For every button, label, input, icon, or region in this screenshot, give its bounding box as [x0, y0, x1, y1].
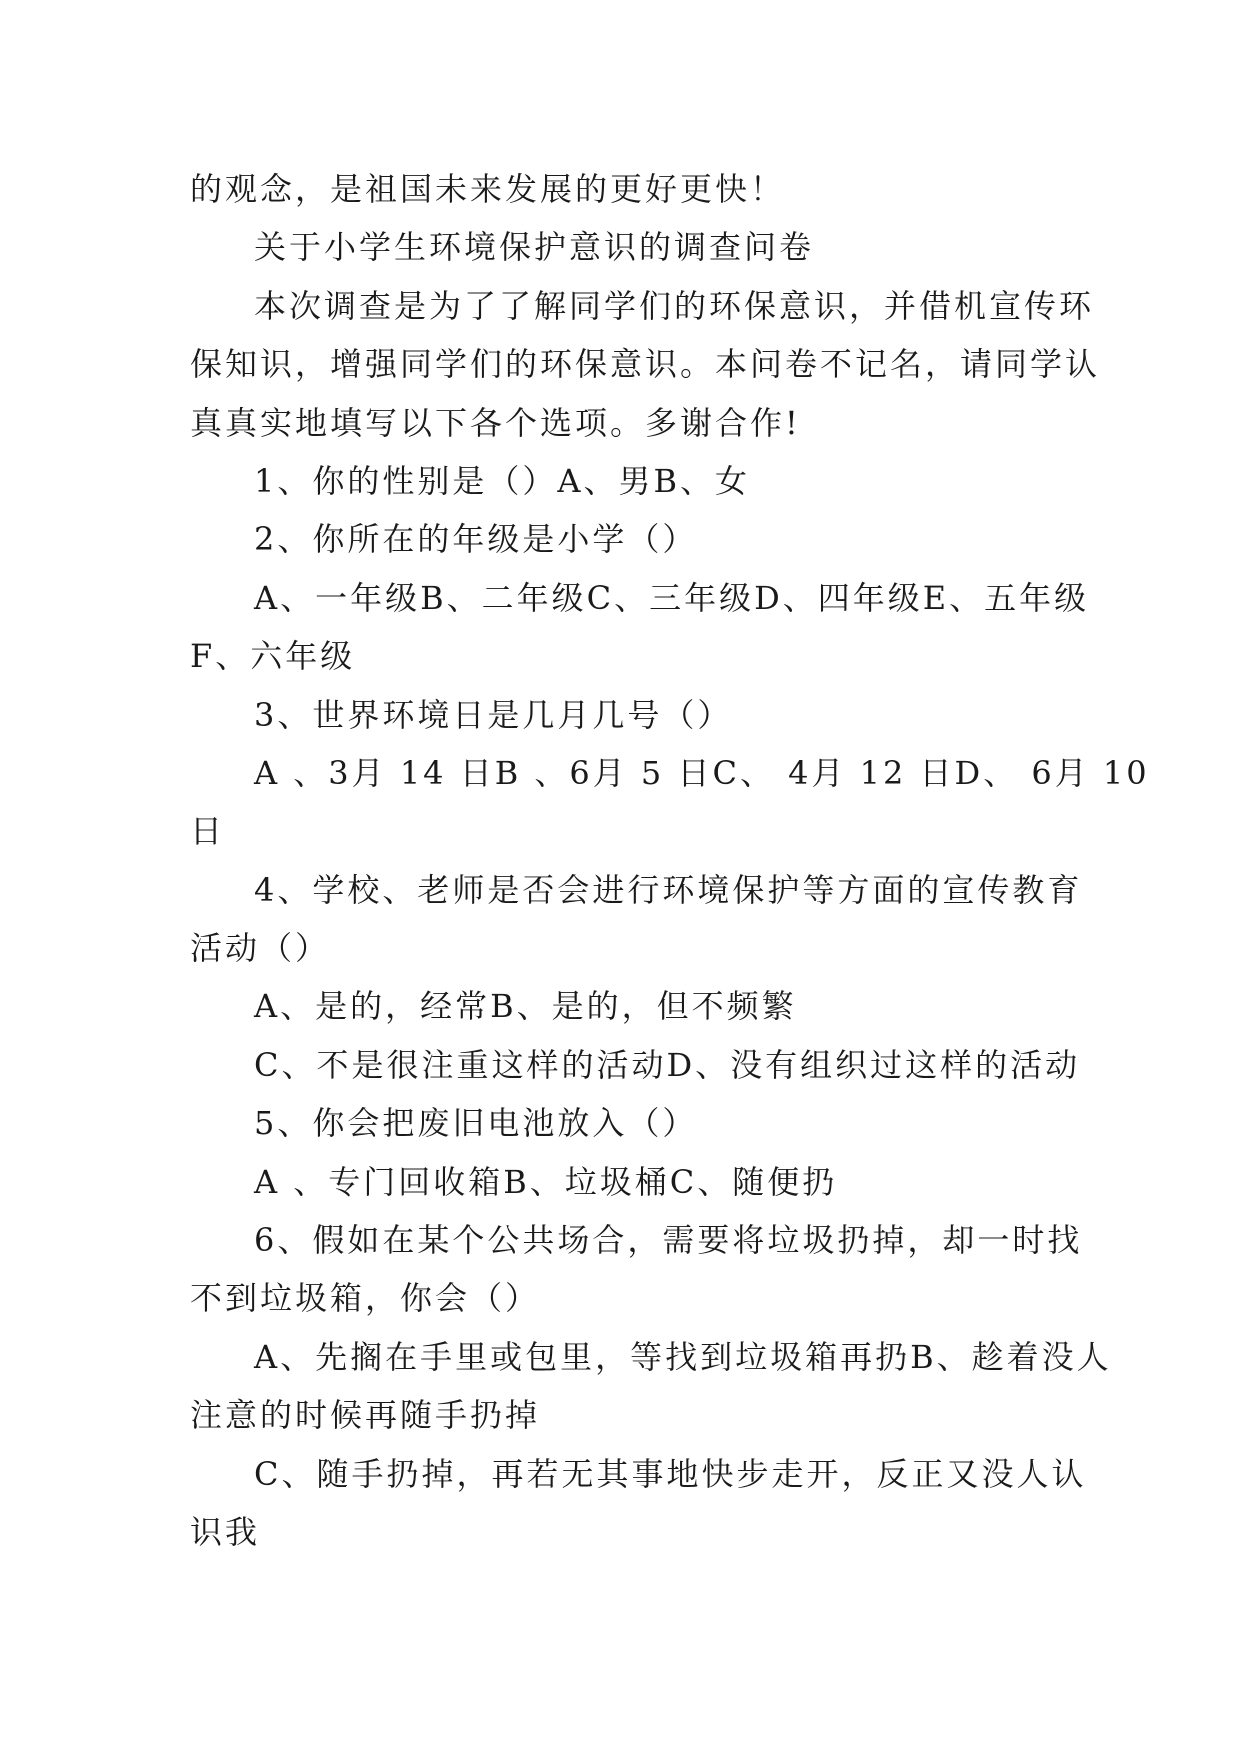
question-3: 3、世界环境日是几月几号（） [254, 695, 733, 734]
question-1: 1、你的性别是（）A、男B、女 [254, 461, 750, 500]
question-6-option-c-cont: 识我 [190, 1512, 261, 1551]
question-6: 6、假如在某个公共场合，需要将垃圾扔掉，却一时找 [254, 1221, 1083, 1260]
question-4-options-cont: C、不是很注重这样的活动D、没有组织过这样的活动 [254, 1045, 1081, 1084]
question-4-cont: 活动（） [190, 929, 331, 968]
document-text [190, 160, 1150, 1561]
question-2-options-cont: F、六年级 [190, 637, 356, 676]
text-line: 保知识，增强同学们的环保意识。本问卷不记名，请同学认 [190, 345, 1101, 384]
question-2: 2、你所在的年级是小学（） [254, 520, 698, 559]
question-3-options: A 、3月 14 日B 、6月 5 日C、 4月 12 日D、 6月 10 [254, 753, 1150, 792]
question-4: 4、学校、老师是否会进行环境保护等方面的宣传教育 [254, 870, 1083, 909]
question-6-option-a: A、先搁在手里或包里，等找到垃圾箱再扔B、趁着没人 [254, 1337, 1112, 1376]
text-line: 的观念，是祖国未来发展的更好更快！ [190, 170, 786, 208]
text-line: 本次调查是为了了解同学们的环保意识，并借机宣传环 [254, 286, 1095, 325]
text-line: 真真实地填写以下各个选项。多谢合作! [190, 403, 801, 442]
question-2-options: A、一年级B、二年级C、三年级D、四年级E、五年级 [254, 578, 1090, 617]
question-5-options: A 、专门回收箱B、垃圾桶C、随便扔 [254, 1162, 838, 1201]
question-6-option-c: C、随手扔掉，再若无其事地快步走开，反正又没人认 [254, 1454, 1087, 1493]
question-4-options: A、是的，经常B、是的，但不频繁 [254, 987, 797, 1026]
question-6-cont: 不到垃圾箱，你会（） [190, 1279, 541, 1318]
question-6-option-a-cont: 注意的时候再随手扔掉 [190, 1396, 541, 1435]
question-3-options-cont: 日 [190, 812, 226, 851]
question-5: 5、你会把废旧电池放入（） [254, 1104, 698, 1143]
survey-title: 关于小学生环境保护意识的调查问卷 [254, 228, 815, 267]
